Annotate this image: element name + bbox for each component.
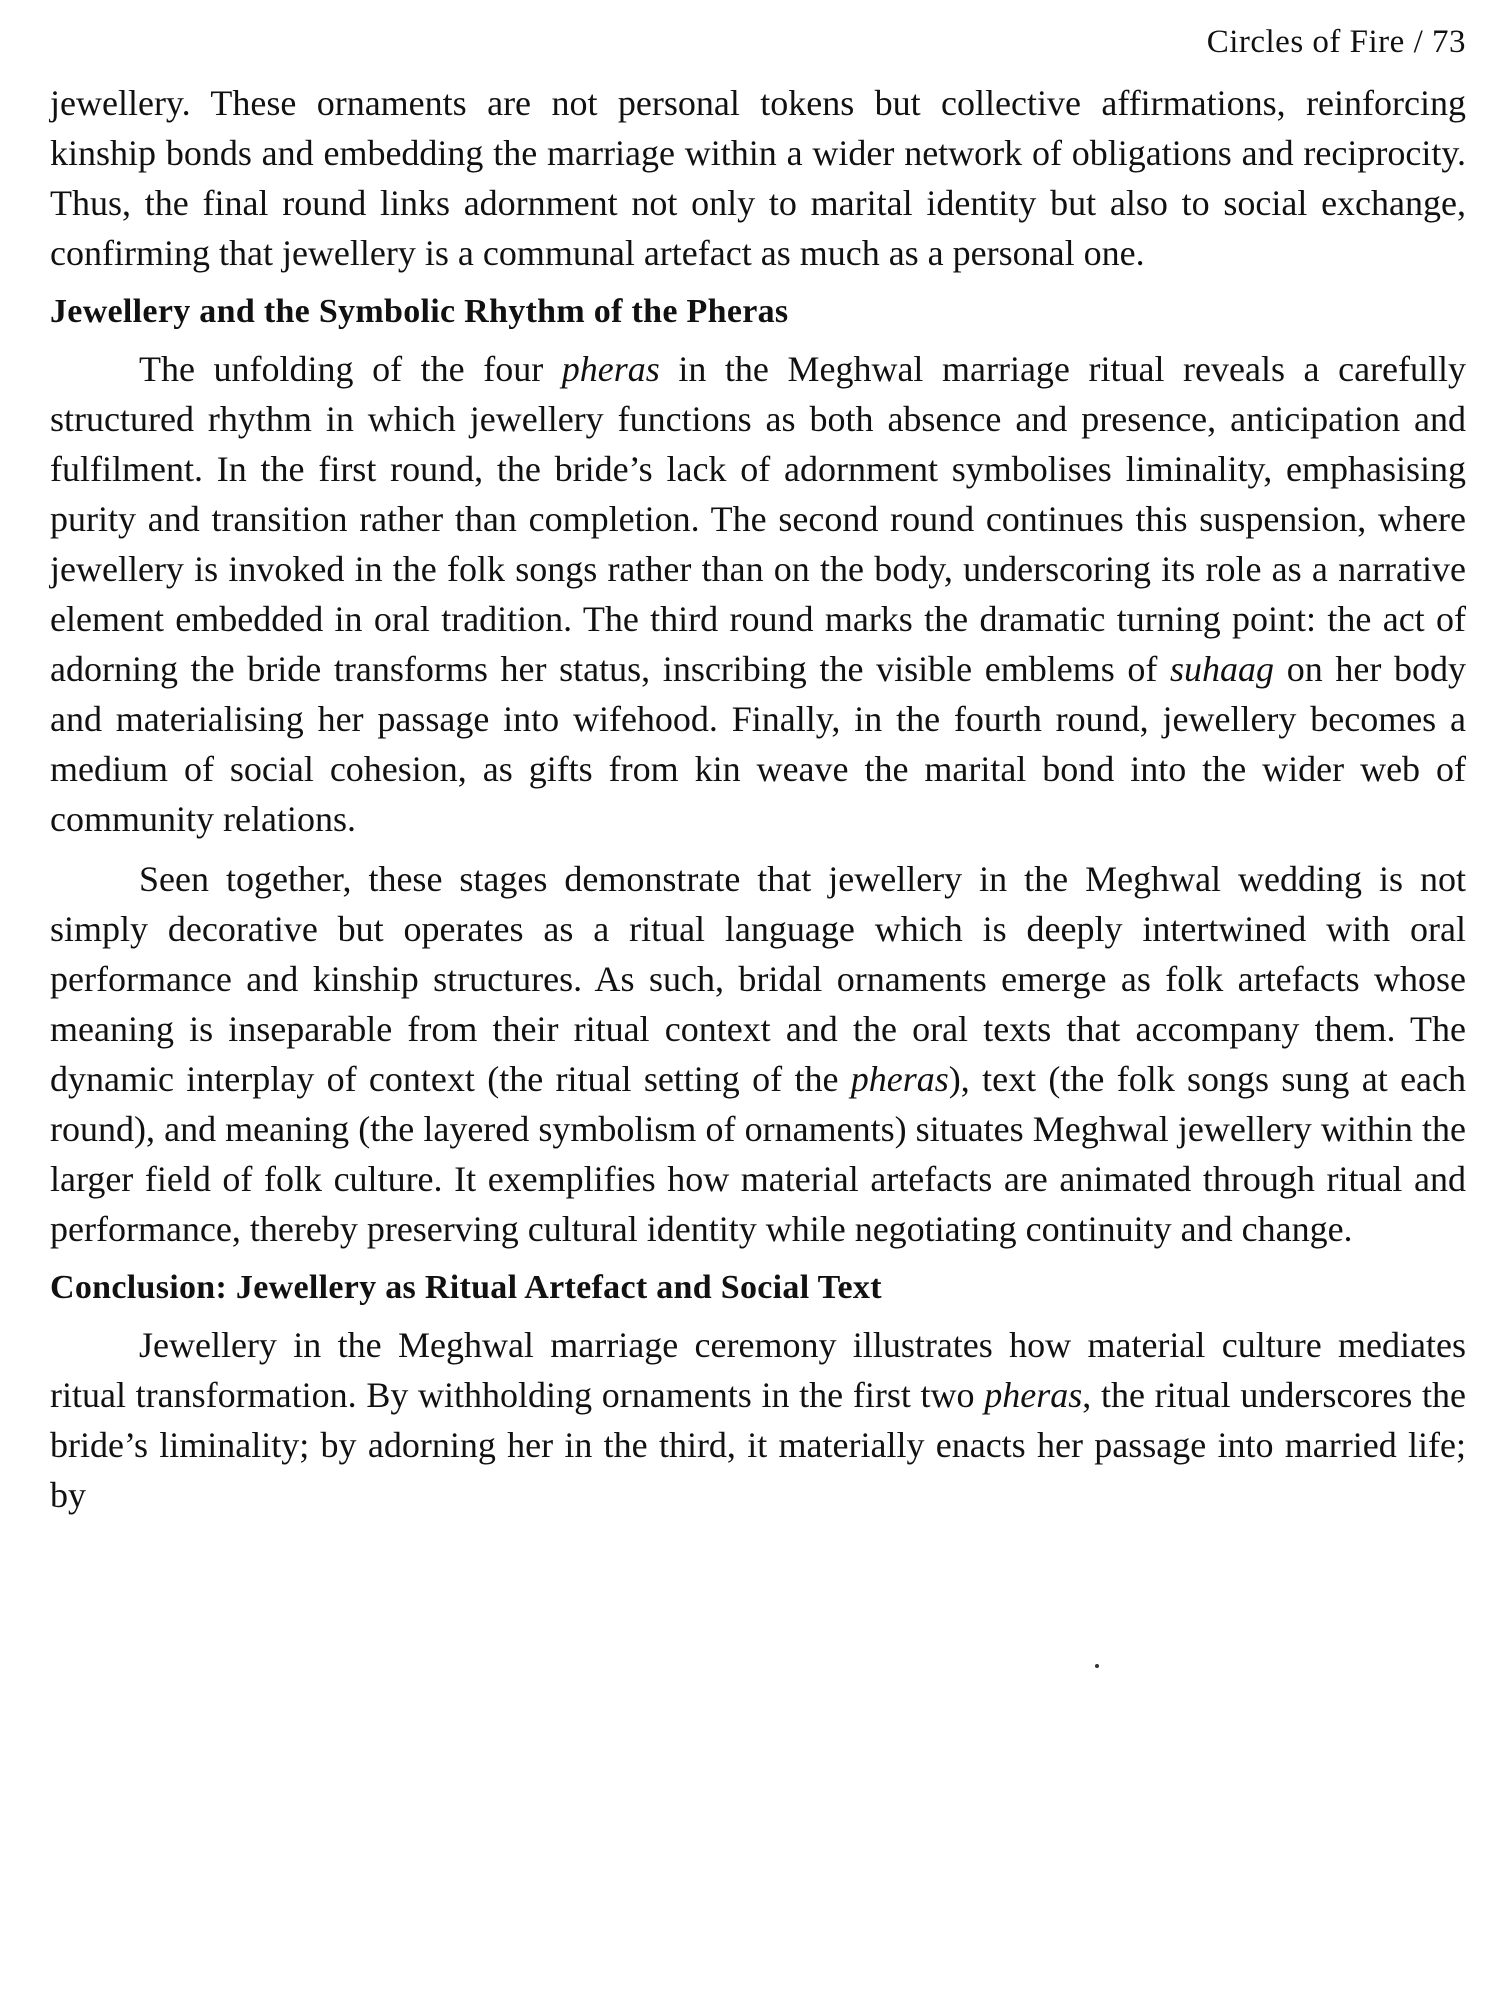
text-run: The unfolding of the four [139,349,562,389]
italic-term: pheras [561,349,660,389]
paragraph-stages-together [50,854,1466,1254]
section-heading-conclusion: Conclusion: Jewellery as Ritual Artefact and Social Text [50,1269,882,1306]
italic-term: pheras [850,1059,949,1099]
book-page [50,20,1466,1980]
text-run: in the Meghwal marriage ritual reveals a carefully structured rhythm in which jewellery functions as both absence and presence, anticipation and fulfilment. In the first round, the bride’s lack of adornment symbolises liminality, emphasising purity and transition rather than completion. The second round continues this suspension, where jewellery is invoked in the folk songs rather than on the body, underscoring its role as a narrative element embedded in oral tradition. The third round marks the dramatic turning point: the act of adorning the bride transforms her status, inscribing the visible emblems of [50,349,1467,689]
running-head: Circles of Fire / 73 [1206,24,1466,60]
section-heading-pheras: Jewellery and the Symbolic Rhythm of the Pheras [50,293,789,330]
italic-term: suhaag [1170,649,1275,689]
text-run: , the ritual underscores the bride’s liminality; by adorning her in the third, it materially enacts her passage into married life; by [50,1375,1466,1515]
print-speck [1095,1664,1099,1668]
text-run: Jewellery in the Meghwal marriage ceremony illustrates how material culture mediates ritual transformation. By withholding ornaments in the first two [50,1325,1466,1415]
paragraph-pheras-rhythm [50,344,1466,844]
text-run: Seen together, these stages demonstrate that jewellery in the Meghwal wedding is not simply decorative but operates as a ritual language which is deeply intertwined with oral performance and kinship structures. As such, bridal ornaments emerge as folk artefacts whose meaning is inseparable from their ritual context and the oral texts that accompany them. The dynamic interplay of context (the ritual setting of the [50,859,1466,1099]
paragraph-conclusion [50,1320,1466,1520]
paragraph-continuation: jewellery. These ornaments are not personal tokens but collective affirmations, reinforcing kinship bonds and embedding the marriage within a wider network of obligations and reciprocity. Thus, the final round links adornment not only to marital identity but also to social exchange, confirming that jewellery is a communal artefact as much as a personal one. [50,83,1466,273]
italic-term: pheras [984,1375,1083,1415]
text-run: on her body and materialising her passage into wifehood. Finally, in the fourth round, jewellery becomes a medium of social cohesion, as gifts from kin weave the marital bond into the wider web of community relations. [50,649,1466,839]
text-run: ), text (the folk songs sung at each round), and meaning (the layered symbolism of ornaments) situates Meghwal jewellery within the larger field of folk culture. It exemplifies how material artefacts are animated through ritual and performance, thereby preserving cultural identity while negotiating continuity and change. [50,1059,1467,1249]
paragraph-gap [50,844,1466,854]
